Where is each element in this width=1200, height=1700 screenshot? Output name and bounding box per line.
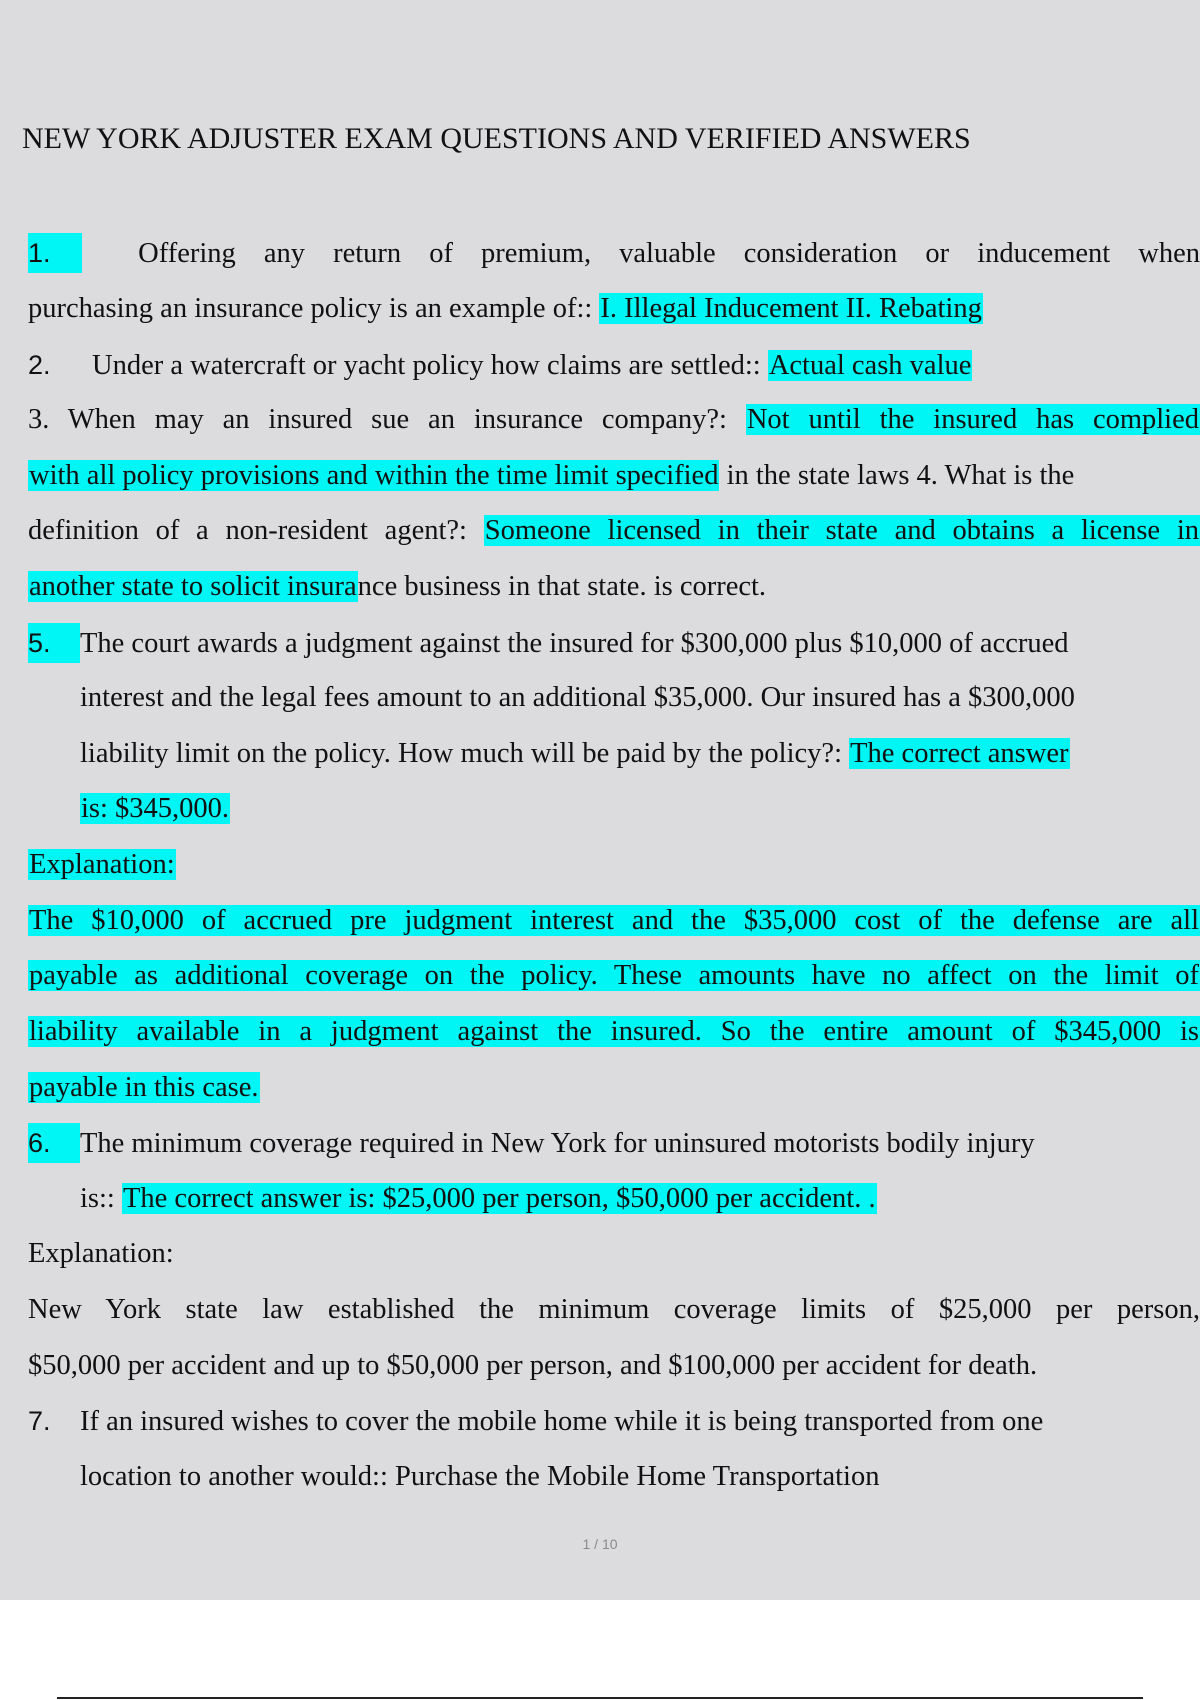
page-indicator: 1 / 10 (582, 1536, 618, 1552)
question-5-line-4 (80, 789, 230, 829)
question-4-text: definition of a non-resident agent?: (28, 515, 467, 546)
question-1-line-2 (28, 289, 983, 329)
question-5-answer: The correct answer (850, 738, 1069, 769)
question-6-explanation-label (28, 1234, 174, 1274)
question-7-number: 7. (28, 1406, 51, 1436)
question-4-line-2 (28, 567, 766, 607)
question-5-number: 5. (28, 623, 80, 663)
next-page-divider (57, 1697, 1143, 1699)
question-3-answer-cont: with all policy provisions and within the time limit specified (29, 460, 719, 491)
question-6-line-1 (28, 1123, 1035, 1163)
explanation-text: payable in this case. (29, 1072, 259, 1103)
question-3-text-cont: in the state laws 4. What is the (726, 460, 1075, 491)
question-5-line-1 (28, 623, 1069, 663)
question-5-text-cont-2: liability limit on the policy. How much will be paid by the policy?: (80, 738, 842, 769)
question-6-answer: The correct answer is: $25,000 per person, $50,000 per accident. . (122, 1183, 876, 1214)
question-4-line-1 (28, 511, 1200, 551)
explanation-text: New York state law established the minimum coverage limits of $25,000 per person, (28, 1294, 1200, 1325)
question-7-text: If an insured wishes to cover the mobile home while it is being transported from one (80, 1406, 1044, 1437)
explanation-text: $50,000 per accident and up to $50,000 per person, and $100,000 per accident for death. (28, 1350, 1038, 1381)
document-title: NEW YORK ADJUSTER EXAM QUESTIONS AND VERIFIED ANSWERS (22, 122, 971, 155)
question-3-line-2 (28, 456, 1074, 496)
question-2-line (28, 345, 972, 385)
question-5-explanation-line-2 (28, 956, 1200, 996)
question-5-line-3 (80, 734, 1070, 774)
question-3-text: 3. When may an insured sue an insurance company?: (28, 404, 727, 435)
question-1-number: 1. (28, 233, 82, 273)
question-5-answer-cont: is: $345,000. (81, 793, 230, 824)
question-1-text: Offering any return of premium, valuable consideration or inducement when (138, 238, 1200, 269)
question-5-explanation-line-1 (28, 901, 1200, 941)
question-3-line-1 (28, 400, 1200, 440)
question-6-text-cont: is:: (80, 1183, 115, 1214)
question-1-line-1 (28, 233, 1200, 273)
question-4-answer: Someone licensed in their state and obtains a license in (484, 515, 1200, 546)
question-6-number: 6. (28, 1123, 80, 1163)
question-2-text: Under a watercraft or yacht policy how claims are settled:: (92, 350, 761, 381)
explanation-label: Explanation: (29, 849, 175, 880)
question-6-explanation-line-1 (28, 1290, 1200, 1330)
question-3-answer: Not until the insured has complied (746, 404, 1199, 435)
question-6-line-2 (80, 1179, 877, 1219)
question-1-answer: I. Illegal Inducement II. Rebating (600, 293, 982, 324)
question-6-text: The minimum coverage required in New York for uninsured motorists bodily injury (80, 1128, 1035, 1159)
explanation-text: payable as additional coverage on the policy. These amounts have no affect on the limit of (29, 960, 1199, 991)
question-5-text: The court awards a judgment against the insured for $300,000 plus $10,000 of accrued (80, 628, 1069, 659)
question-5-text-cont: interest and the legal fees amount to an additional $35,000. Our insured has a $300,000 (80, 682, 1075, 713)
question-5-explanation-label (28, 845, 176, 885)
question-7-text-cont: location to another would:: Purchase the Mobile Home Transportation (80, 1461, 880, 1492)
question-5-line-2 (80, 678, 1075, 718)
question-2-number: 2. (28, 350, 51, 380)
question-7-line-1 (28, 1401, 1043, 1441)
explanation-label: Explanation: (28, 1238, 174, 1269)
question-6-explanation-line-2 (28, 1346, 1037, 1386)
question-1-text-cont: purchasing an insurance policy is an example of:: (28, 293, 593, 324)
question-5-explanation-line-4 (28, 1068, 260, 1108)
question-4-text-cont: nce business in that state. is correct. (357, 571, 767, 602)
explanation-text: The $10,000 of accrued pre judgment interest and the $35,000 cost of the defense are all (29, 905, 1199, 936)
question-4-answer-cont: another state to solicit insura (29, 571, 357, 602)
explanation-text: liability available in a judgment against the insured. So the entire amount of $345,000 is (29, 1016, 1199, 1047)
question-5-explanation-line-3 (28, 1012, 1200, 1052)
question-2-answer: Actual cash value (768, 350, 972, 381)
question-7-line-2 (80, 1457, 879, 1497)
